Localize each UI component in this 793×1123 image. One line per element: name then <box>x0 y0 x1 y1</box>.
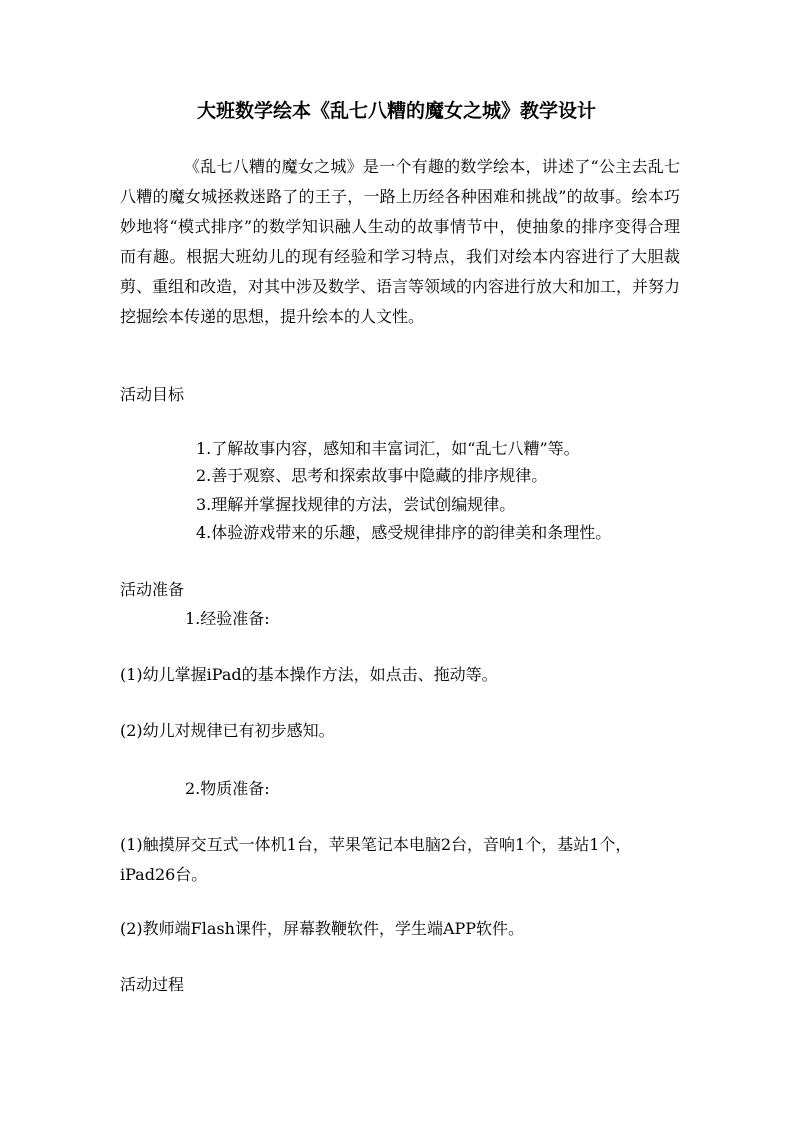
intro-paragraph: 《乱七八糟的魔女之城》是一个有趣的数学绘本，讲述了“公主去乱七八糟的魔女城拯救迷路了的王子，一路上历经各种困难和挑战”的故事。绘本巧妙地将“模式排序”的数学知识融人生动的故事情节中，使抽象的排序变得合理而有趣。根据大班幼儿的现有经验和学习特点，我们对绘本内容进行了大胆裁剪、重组和改造，对其中涉及数学、语言等领域的内容进行放大和加工，并努力挖掘绘本传递的思想，提升绘本的人文性。 <box>120 157 681 326</box>
goal-item-1: 1.了解故事内容，感知和丰富词汇，如“乱七八糟”等。 <box>196 439 580 458</box>
goal-item-2: 2.善于观察、思考和探索故事中隐藏的排序规律。 <box>196 466 548 485</box>
material-item-2: (2)教师端Flash课件，屏幕教鞭软件，学生端APP软件。 <box>120 919 525 938</box>
material-item-1: (1)触摸屏交互式一体机1台，苹果笔记本电脑2台，音响1个，基站1个，iPad26台。 <box>120 835 632 884</box>
goal-item-3: 3.理解并掌握找规律的方法，尝试创编规律。 <box>196 495 516 514</box>
material-prep-label: 2.物质准备: <box>185 779 270 798</box>
process-heading: 活动过程 <box>120 975 185 994</box>
experience-item-2: (2)幼儿对规律已有初步感知。 <box>120 721 335 740</box>
experience-item-1: (1)幼儿掌握iPad的基本操作方法，如点击、拖动等。 <box>120 665 498 684</box>
prep-heading: 活动准备 <box>120 580 185 599</box>
goals-heading: 活动目标 <box>120 385 185 404</box>
experience-prep-label: 1.经验准备: <box>185 609 270 628</box>
document-title: 大班数学绘本《乱七八糟的魔女之城》教学设计 <box>196 100 596 122</box>
goal-item-4: 4.体验游戏带来的乐趣，感受规律排序的韵律美和条理性。 <box>196 523 612 542</box>
